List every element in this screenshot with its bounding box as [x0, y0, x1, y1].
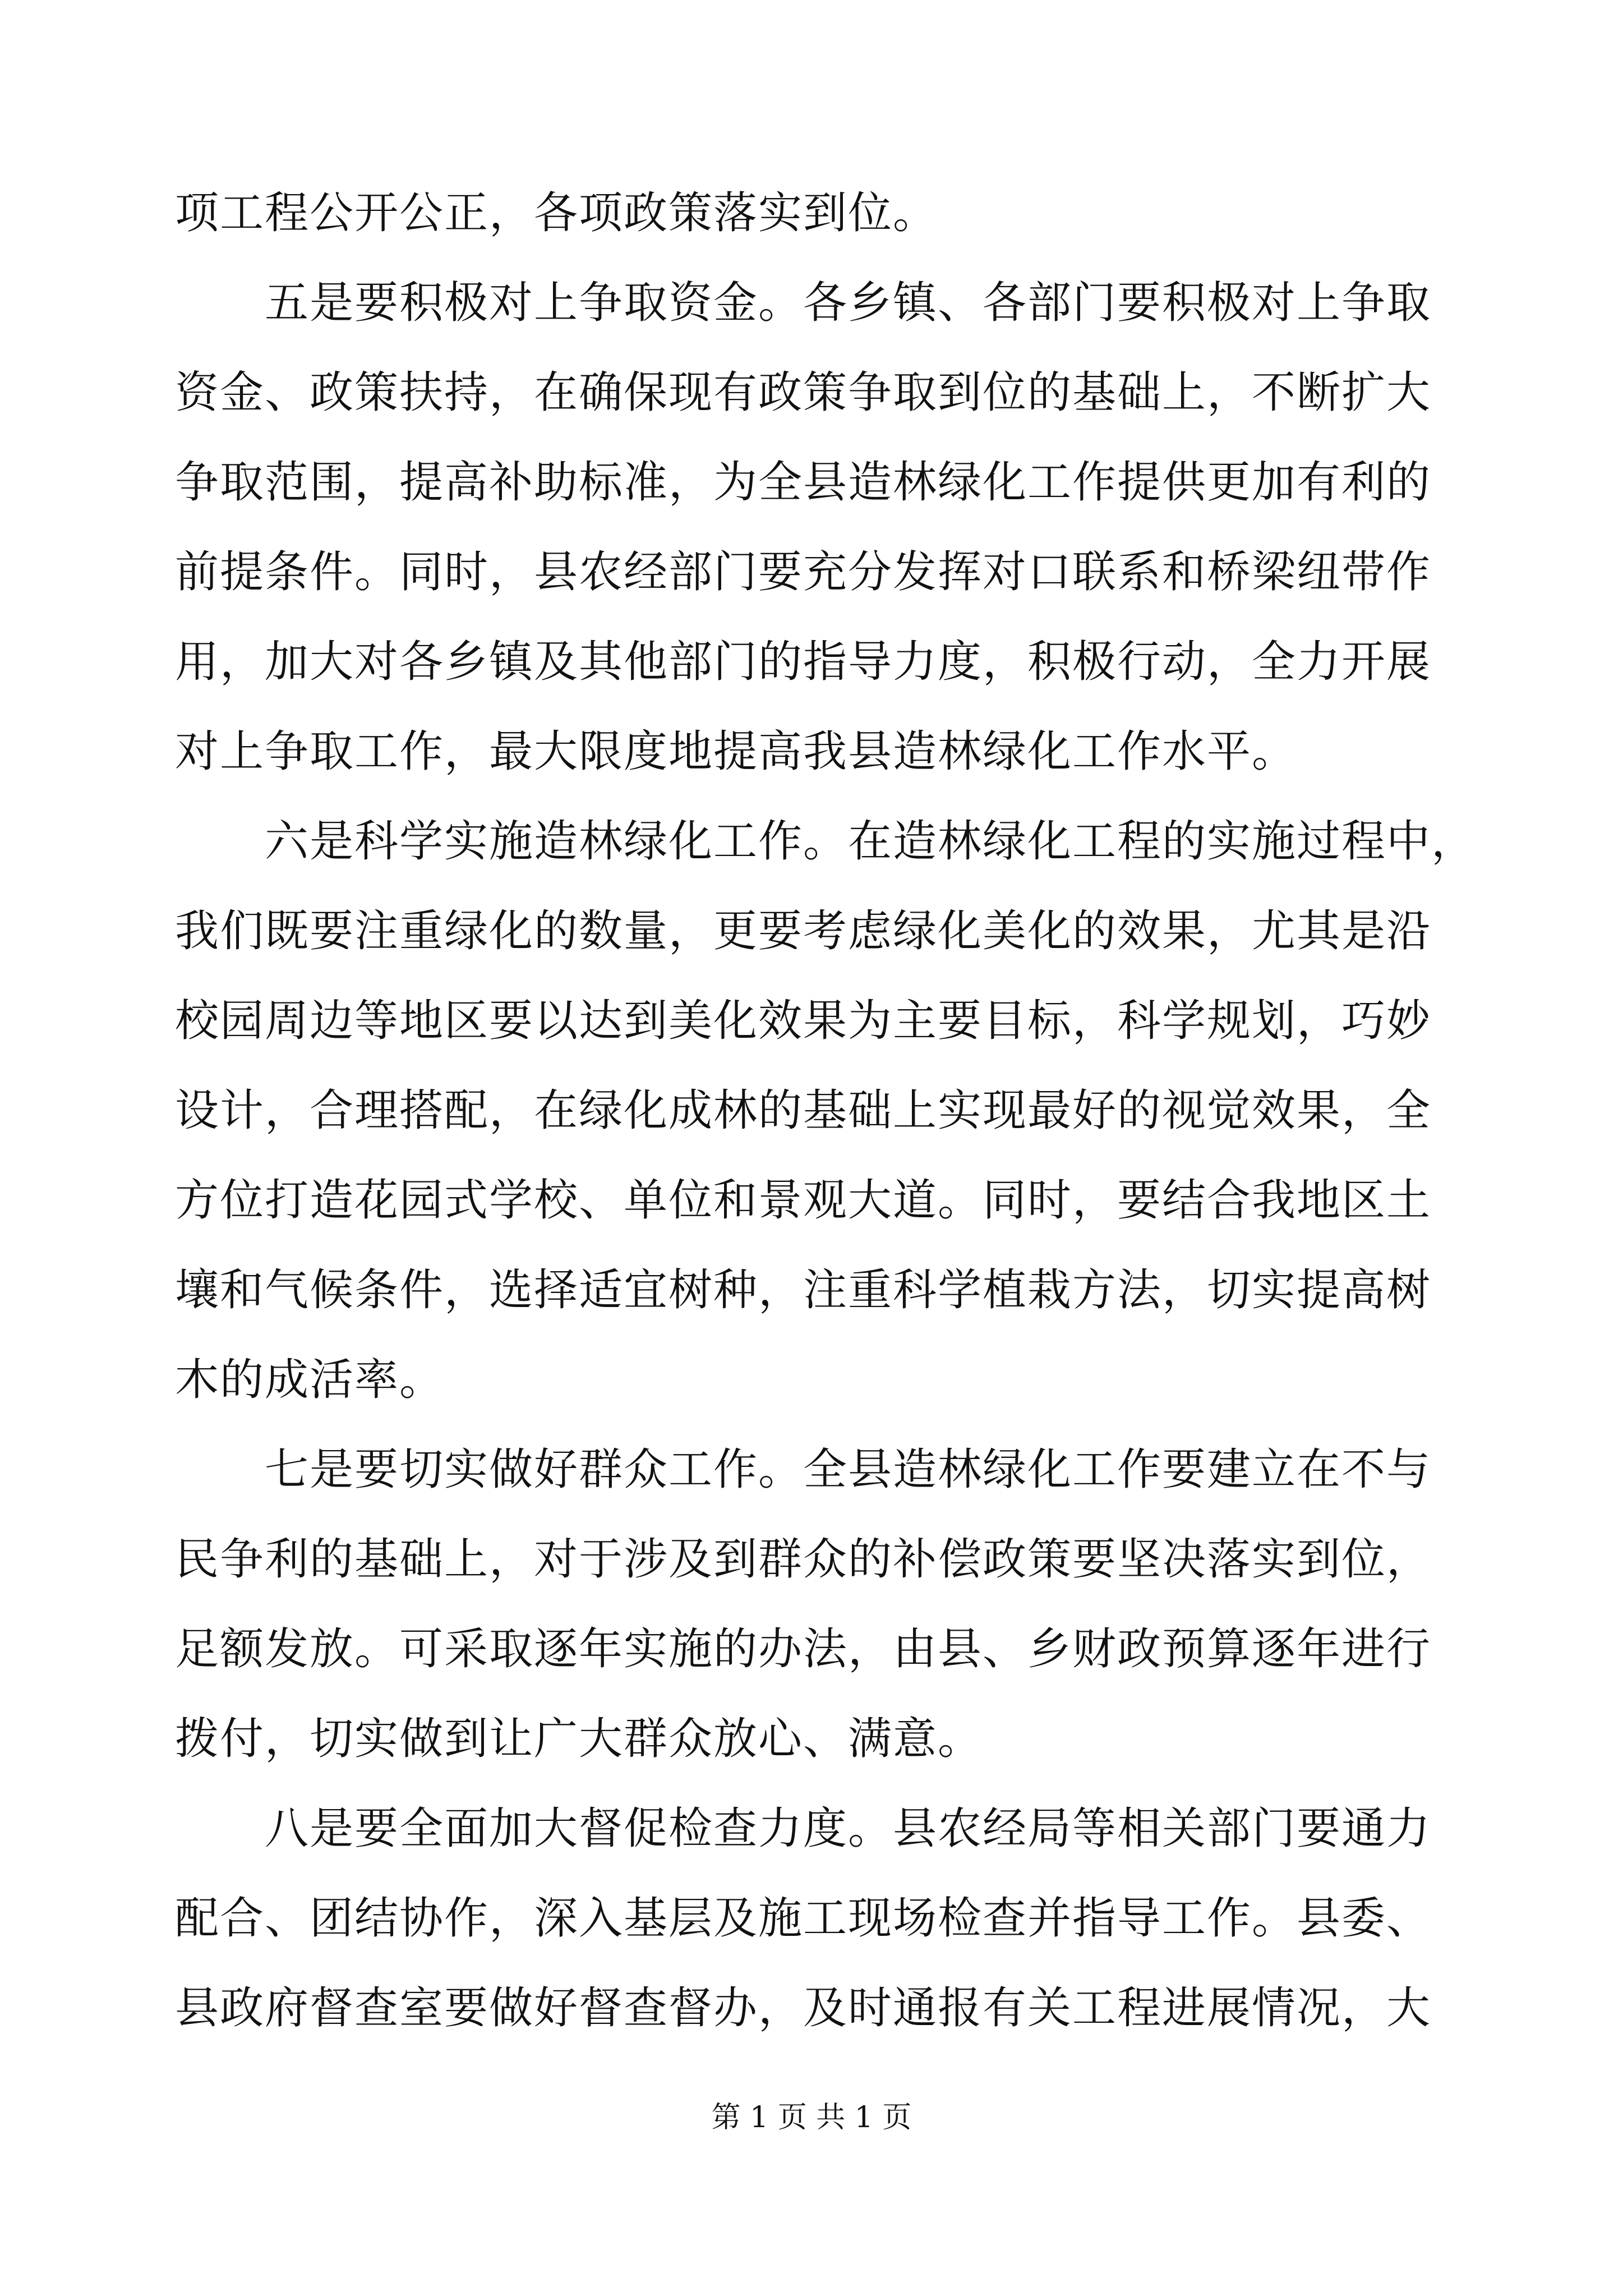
text-line: 争取范围，提高补助标准，为全县造林绿化工作提供更加有利的	[175, 457, 1432, 508]
text-line: 对上争取工作，最大限度地提高我县造林绿化工作水平。	[175, 726, 1297, 777]
text-line: 校园周边等地区要以达到美化效果为主要目标，科学规划，巧妙	[175, 996, 1432, 1046]
paragraph-first-line: 五是要积极对上争取资金。各乡镇、各部门要积极对上争取	[265, 278, 1432, 328]
page-number-footer: 第 1 页 共 1 页	[711, 2101, 912, 2134]
paragraph-first-line: 八是要全面加大督促检查力度。县农经局等相关部门要通力	[265, 1803, 1432, 1854]
paragraph-first-line: 七是要切实做好群众工作。全县造林绿化工作要建立在不与	[265, 1444, 1432, 1495]
text-line: 配合、团结协作，深入基层及施工现场检查并指导工作。县委、	[175, 1893, 1432, 1944]
text-line: 项工程公开公正，各项政策落实到位。	[175, 188, 938, 238]
text-line: 用，加大对各乡镇及其他部门的指导力度，积极行动，全力开展	[175, 637, 1432, 687]
text-line: 足额发放。可采取逐年实施的办法，由县、乡财政预算逐年进行	[175, 1624, 1432, 1674]
text-line: 前提条件。同时，县农经部门要充分发挥对口联系和桥梁纽带作	[175, 547, 1432, 597]
paragraph-first-line: 六是科学实施造林绿化工作。在造林绿化工程的实施过程中，	[265, 816, 1477, 867]
text-line: 设计，合理搭配，在绿化成林的基础上实现最好的视觉效果，全	[175, 1085, 1432, 1136]
text-line: 我们既要注重绿化的数量，更要考虑绿化美化的效果，尤其是沿	[175, 906, 1432, 956]
text-line: 壤和气候条件，选择适宜树种，注重科学植栽方法，切实提高树	[175, 1265, 1432, 1315]
text-line: 方位打造花园式学校、单位和景观大道。同时，要结合我地区土	[175, 1175, 1432, 1226]
text-line: 资金、政策扶持，在确保现有政策争取到位的基础上，不断扩大	[175, 367, 1432, 418]
text-line: 拨付，切实做到让广大群众放心、满意。	[175, 1714, 983, 1764]
text-line: 木的成活率。	[175, 1355, 445, 1405]
text-line: 民争利的基础上，对于涉及到群众的补偿政策要坚决落实到位，	[175, 1534, 1432, 1585]
text-line: 县政府督查室要做好督查督办，及时通报有关工程进展情况，大	[175, 1983, 1432, 2033]
